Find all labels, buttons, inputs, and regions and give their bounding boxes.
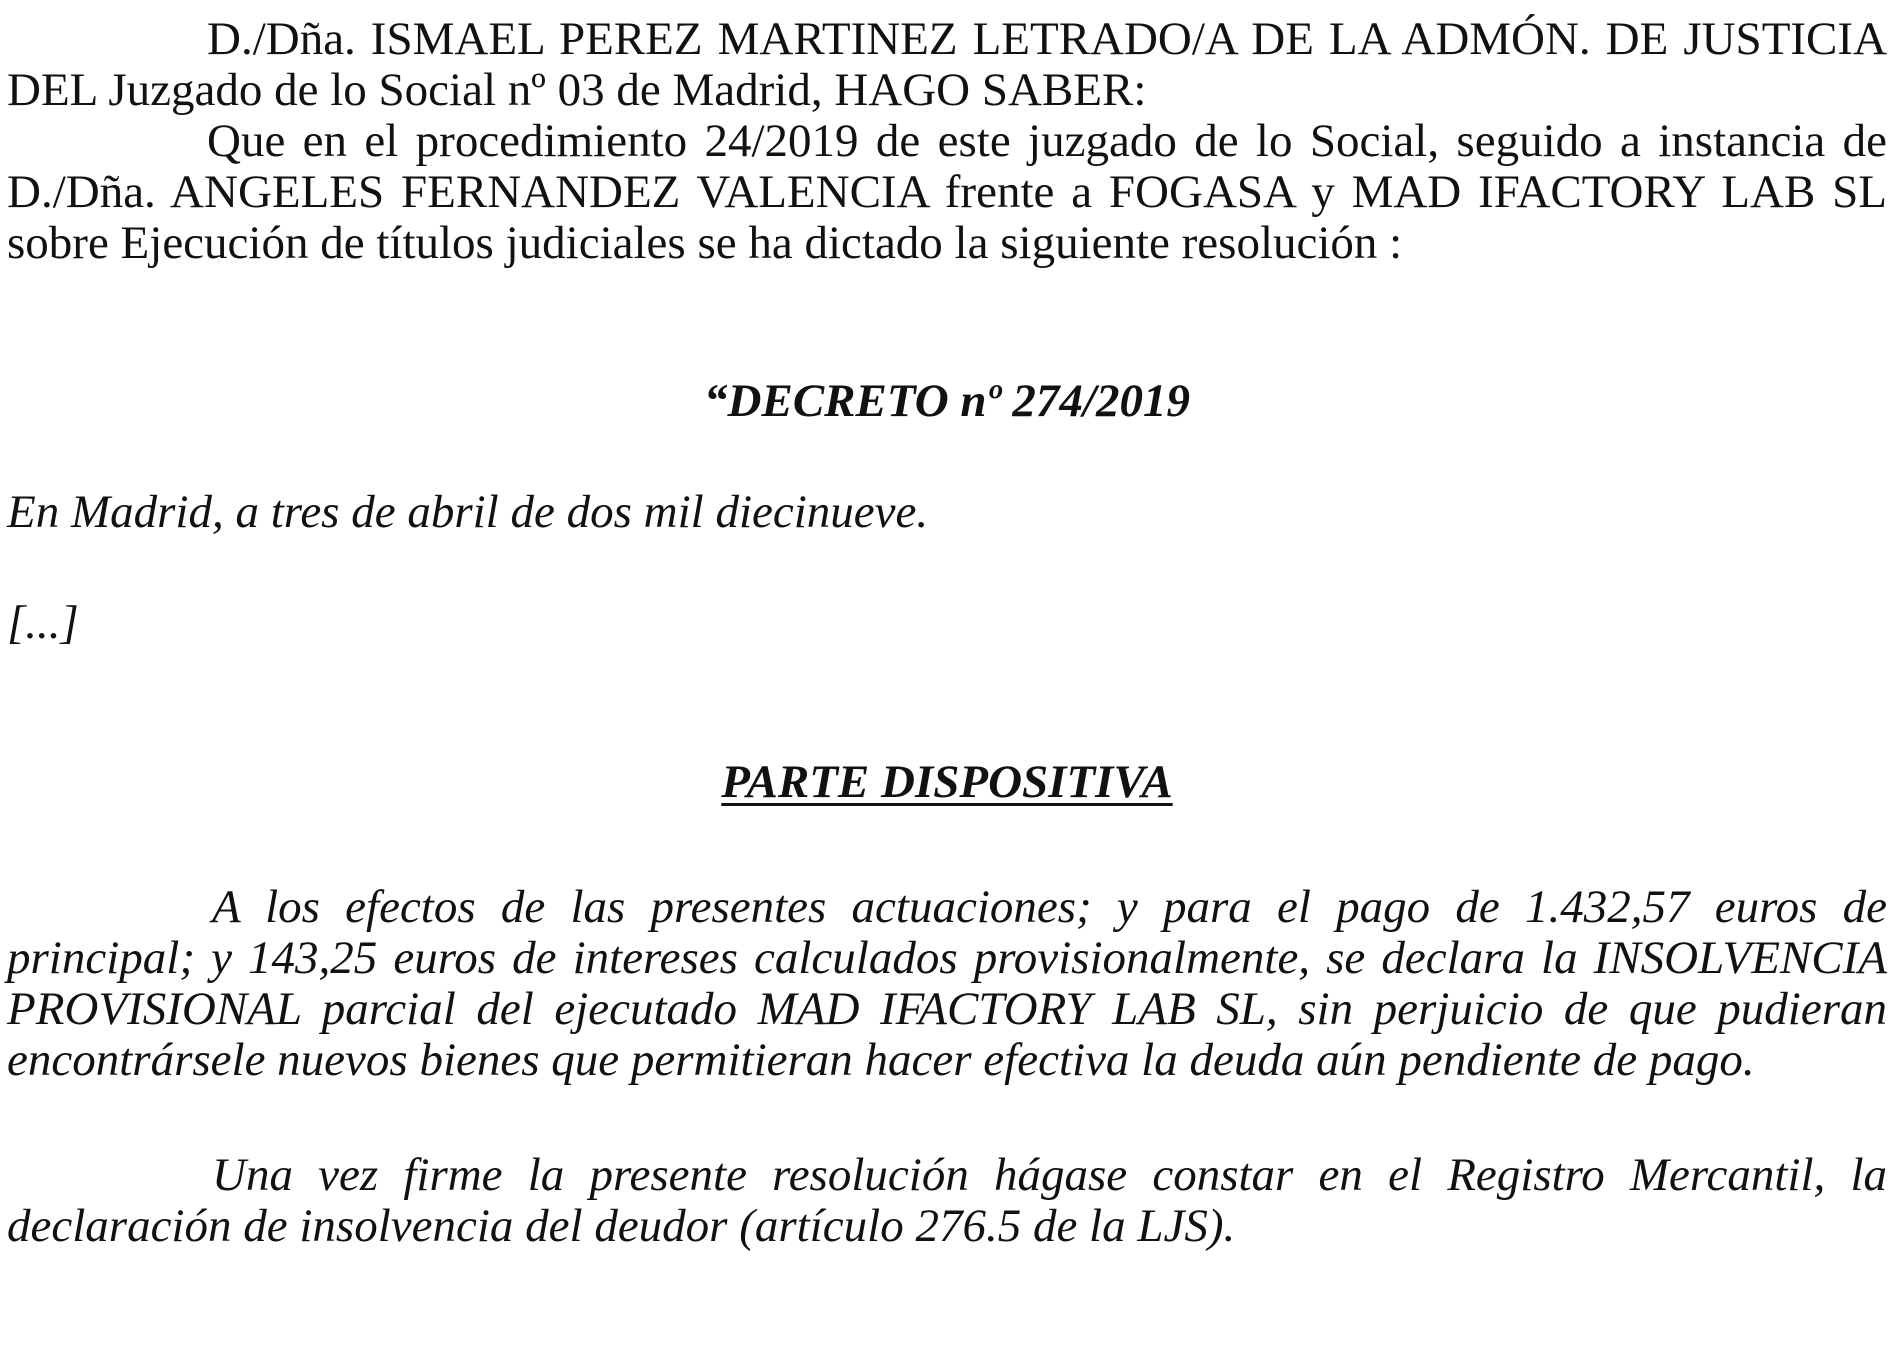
intro-paragraph-clerk: D./Dña. ISMAEL PEREZ MARTINEZ LETRADO/A DE LA ADMÓN. DE JUSTICIA DEL Juzgado de lo Social nº 03 de Madrid, HAGO SABER: [7,13,1887,116]
intro-paragraph-procedure: Que en el procedimiento 24/2019 de este juzgado de lo Social, seguido a instancia de D./Dña. ANGELES FERNANDEZ VALENCIA frente a FOGASA y MAD IFACTORY LAB SL sobre Ejecución de títulos judiciales se ha dictado la siguiente resolución : [7,115,1887,269]
omission-ellipsis: [...] [7,597,79,649]
dispositive-paragraph-insolvency: A los efectos de las presentes actuaciones; y para el pago de 1.432,57 euros de principal; y 143,25 euros de intereses calculados provisionalmente, se declara la INSOLVENCIA PROVISIONAL parcial del ejecutado MAD IFACTORY LAB SL, sin perjuicio de que pudieran encontrársele nuevos bienes que permitieran hacer efectiva la deuda aún pendiente de pago. [7,881,1887,1086]
decree-date: En Madrid, a tres de abril de dos mil diecinueve. [7,486,929,538]
document-page [7,14,1887,1252]
decree-title: “DECRETO nº 274/2019 [704,375,1190,427]
dispositive-paragraph-registry: Una vez firme la presente resolución hágase constar en el Registro Mercantil, la declaración de insolvencia del deudor (artículo 276.5 de la LJS). [7,1149,1887,1252]
section-heading-parte-dispositiva: PARTE DISPOSITIVA [721,756,1173,808]
